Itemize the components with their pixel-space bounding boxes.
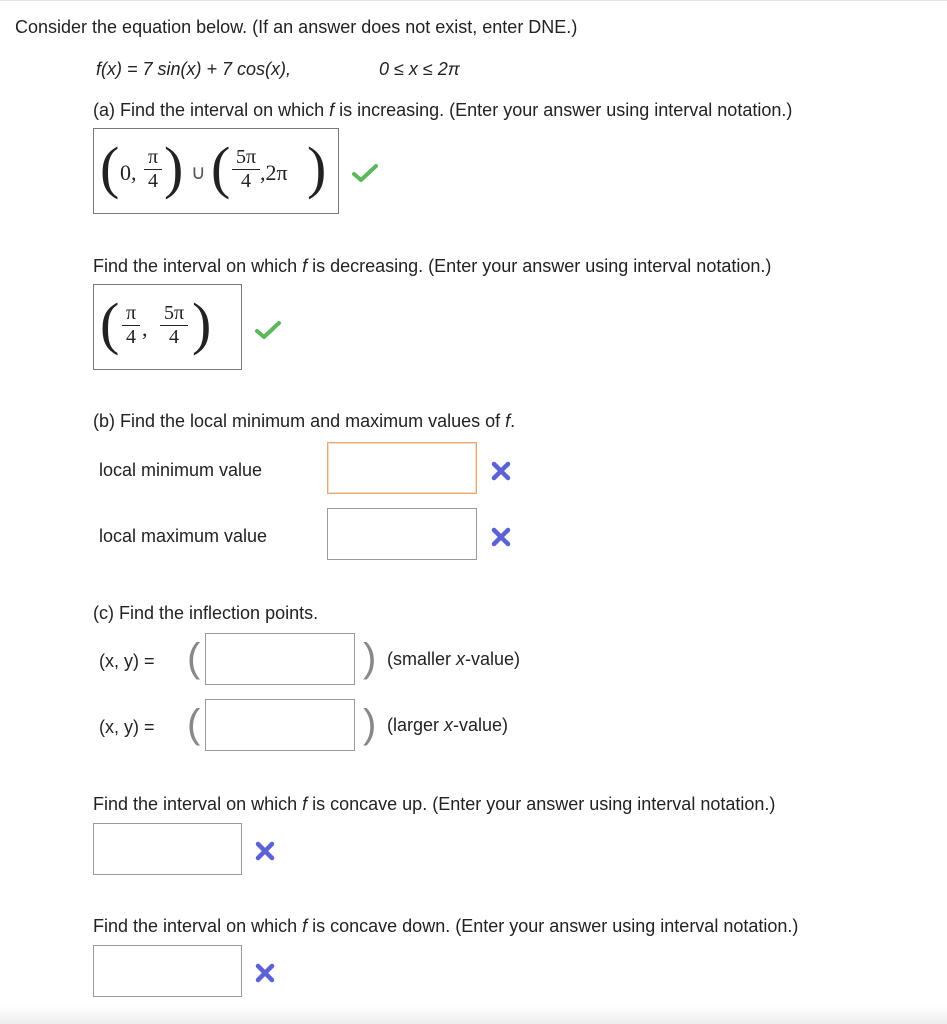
cross-icon	[254, 962, 276, 984]
larger-x: x	[444, 715, 454, 735]
decreasing-prompt	[93, 255, 771, 277]
concave-down-input[interactable]	[93, 945, 242, 997]
part-b-prompt-suffix: .	[510, 411, 516, 431]
equation-domain: 0 ≤ x ≤ 2π	[379, 59, 460, 79]
inflection-point-2-input[interactable]	[205, 699, 355, 751]
smaller-x: x	[456, 649, 466, 669]
increasing-prompt-f: f	[329, 100, 335, 120]
inflection-point-1-label: (x, y) =	[99, 651, 155, 671]
inflection-point-1-input[interactable]	[205, 633, 355, 685]
increasing-close-paren-2: )	[307, 135, 327, 200]
part-b-prompt-f: f	[505, 411, 511, 431]
local-max-label: local maximum value	[99, 526, 268, 546]
smaller-suffix: -value)	[465, 649, 521, 669]
inflection-1-close-paren: )	[363, 636, 377, 680]
part-b-prompt	[93, 410, 515, 432]
increasing-zero: 0,	[120, 160, 137, 185]
equation-fx: f(x) = 7 sin(x) + 7 cos(x),	[96, 59, 292, 79]
concave-up-input[interactable]	[93, 823, 242, 875]
increasing-prompt-prefix: (a) Find the interval on which	[93, 100, 330, 120]
decreasing-answer-box[interactable]	[93, 284, 242, 370]
smaller-prefix: (smaller	[387, 649, 457, 669]
concave-down-prompt	[93, 915, 798, 937]
local-max-input[interactable]	[327, 508, 477, 560]
increasing-prompt-suffix: is increasing. (Enter your answer using interval notation.)	[334, 100, 793, 120]
concave-up-prefix: Find the interval on which	[93, 794, 303, 814]
increasing-two-pi: ,2π	[260, 160, 288, 185]
inflection-2-close-paren: )	[363, 702, 377, 746]
checkmark-icon	[255, 320, 281, 340]
local-min-input[interactable]	[327, 442, 477, 494]
larger-x-value-label	[387, 714, 508, 736]
concave-down-suffix: is concave down. (Enter your answer using interval notation.)	[307, 916, 799, 936]
increasing-open-paren-2: (	[211, 135, 231, 200]
instructions: Consider the equation below. (If an answer does not exist, enter DNE.)	[15, 17, 578, 37]
smaller-x-value-label	[387, 648, 520, 670]
increasing-open-paren-1: (	[100, 135, 120, 200]
checkmark-icon	[352, 163, 378, 183]
local-min-label: local minimum value	[99, 460, 263, 480]
increasing-frac-2	[232, 147, 260, 192]
decreasing-num-2: 5π	[163, 302, 185, 324]
cross-icon	[490, 526, 512, 548]
decreasing-den-2: 4	[169, 326, 179, 348]
concave-down-f: f	[302, 916, 308, 936]
decreasing-open-paren: (	[100, 291, 120, 356]
increasing-prompt	[93, 99, 792, 121]
decreasing-den-1: 4	[126, 326, 136, 348]
inflection-point-2-label: (x, y) =	[99, 717, 155, 737]
inflection-1-open-paren: (	[187, 636, 201, 680]
inflection-2-open-paren: (	[187, 702, 201, 746]
decreasing-comma: ,	[142, 316, 148, 341]
top-border	[0, 0, 947, 4]
increasing-num-1: π	[147, 146, 159, 168]
decreasing-frac-1	[122, 303, 140, 348]
concave-down-prefix: Find the interval on which	[93, 916, 303, 936]
cross-icon	[490, 460, 512, 482]
decreasing-prompt-prefix: Find the interval on which	[93, 256, 303, 276]
increasing-frac-1	[144, 147, 162, 192]
concave-up-suffix: is concave up. (Enter your answer using interval notation.)	[307, 794, 776, 814]
larger-suffix: -value)	[453, 715, 509, 735]
larger-prefix: (larger	[387, 715, 445, 735]
increasing-den-1: 4	[148, 170, 158, 192]
increasing-close-paren-1: )	[164, 135, 184, 200]
union-symbol: ∪	[191, 162, 206, 184]
increasing-num-2: 5π	[235, 146, 257, 168]
decreasing-close-paren: )	[192, 291, 212, 356]
part-c-prompt: (c) Find the inflection points.	[93, 603, 319, 623]
decreasing-num-1: π	[125, 302, 137, 324]
bottom-edge	[0, 1006, 947, 1024]
cross-icon	[254, 840, 276, 862]
concave-up-prompt	[93, 793, 775, 815]
part-b-prompt-prefix: (b) Find the local minimum and maximum values of	[93, 411, 506, 431]
decreasing-prompt-suffix: is decreasing. (Enter your answer using interval notation.)	[307, 256, 772, 276]
concave-up-f: f	[302, 794, 308, 814]
increasing-den-2: 4	[241, 170, 251, 192]
increasing-answer-box[interactable]	[93, 128, 339, 214]
decreasing-frac-2	[160, 303, 188, 348]
decreasing-prompt-f: f	[302, 256, 308, 276]
